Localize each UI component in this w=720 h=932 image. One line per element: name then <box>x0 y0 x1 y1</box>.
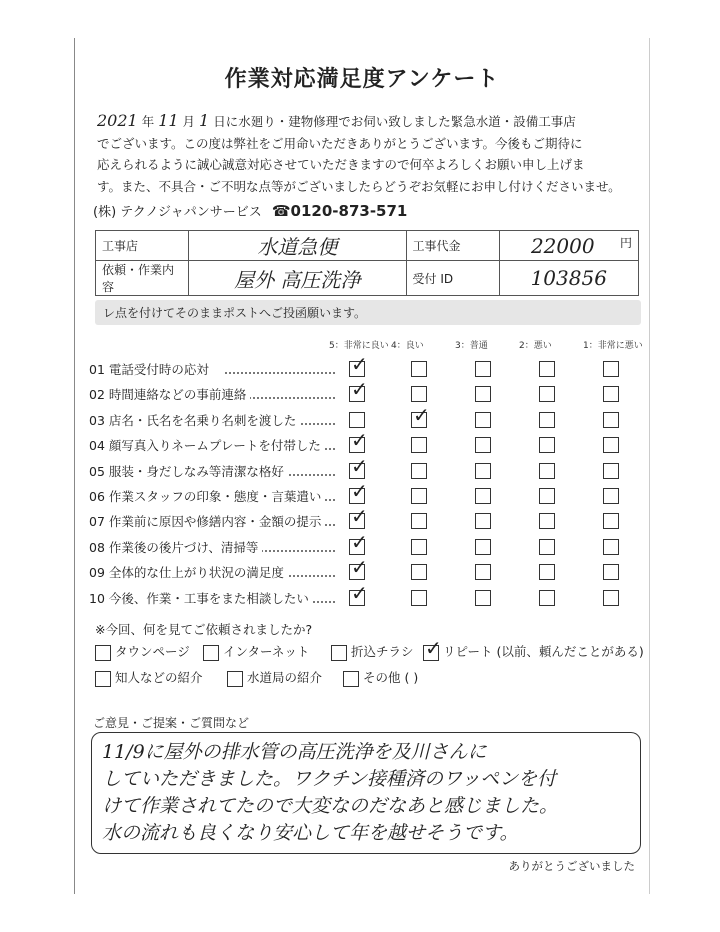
year-suffix: 年 <box>141 114 155 129</box>
rating-checkbox[interactable] <box>349 555 368 580</box>
rating-checkbox[interactable] <box>539 590 555 606</box>
how-checkbox[interactable] <box>343 671 359 687</box>
rating-checkbox[interactable] <box>539 564 555 580</box>
rating-checkbox[interactable] <box>539 488 555 504</box>
work-value: 屋外 高圧洗浄 <box>189 261 407 296</box>
comment-text <box>102 739 636 847</box>
rating-checkbox[interactable] <box>603 513 619 529</box>
how-option[interactable] <box>331 642 414 661</box>
rating-checkbox[interactable] <box>539 513 555 529</box>
rating-checkbox[interactable] <box>475 564 491 580</box>
instruction-banner: レ点を付けてそのままポストへご投函願います。 <box>95 300 641 325</box>
rating-checkbox[interactable] <box>539 412 555 428</box>
check-mark-icon: ✓ <box>351 529 368 554</box>
rating-checkbox[interactable] <box>475 463 491 479</box>
comment-title: ご意見・ご提案・ご質問など <box>93 716 250 730</box>
how-option-label: 知人などの紹介 <box>115 670 203 685</box>
handwritten-year: 2021 <box>97 111 138 130</box>
how-option-label: 水道局の紹介 <box>247 670 323 685</box>
how-option-label: タウンページ <box>115 644 190 659</box>
company-name: (株) テクノジャパンサービス <box>93 205 262 220</box>
how-checkbox[interactable] <box>227 671 243 687</box>
fee-label: 工事代金 <box>406 231 499 261</box>
rating-checkbox[interactable] <box>475 590 491 606</box>
question-label: 09 全体的な仕上がり状況の満足度 <box>89 563 288 581</box>
check-mark-icon: ✓ <box>351 428 368 453</box>
check-mark-icon: ✓ <box>413 402 430 427</box>
rating-checkbox[interactable] <box>603 463 619 479</box>
fee-value: 22000 <box>530 233 595 258</box>
question-label: 08 作業後の後片づけ、清掃等 <box>89 538 262 556</box>
rating-checkbox[interactable] <box>539 361 555 377</box>
handwritten-month: 11 <box>158 111 179 130</box>
how-checkbox[interactable] <box>423 635 442 661</box>
check-mark-icon: ✓ <box>351 580 368 605</box>
contractor-label: 工事店 <box>96 231 189 261</box>
question-label: 04 顔写真入りネームプレートを付帯した <box>89 436 325 454</box>
question-label: 02 時間連絡などの事前連絡 <box>89 385 250 403</box>
scale-label: 5：非常に良い <box>329 341 389 351</box>
how-checkbox[interactable] <box>331 645 347 661</box>
how-option[interactable] <box>95 642 190 661</box>
contractor-value: 水道急便 <box>189 231 407 261</box>
company-line <box>93 201 407 220</box>
rating-checkbox[interactable] <box>349 428 368 453</box>
rating-checkbox[interactable] <box>349 453 368 479</box>
check-mark-icon: ✓ <box>351 453 368 478</box>
leader-dots <box>225 372 335 374</box>
rating-checkbox[interactable] <box>539 463 555 479</box>
rating-checkbox[interactable] <box>603 488 619 504</box>
check-mark-icon: ✓ <box>351 377 368 402</box>
rating-checkbox[interactable] <box>349 580 368 606</box>
rating-checkbox[interactable] <box>411 463 427 479</box>
scale-label: 2：悪い <box>519 341 552 351</box>
company-tel: ☎0120-873-571 <box>271 202 408 220</box>
how-option[interactable] <box>423 635 644 661</box>
rating-checkbox[interactable] <box>603 539 619 555</box>
rating-checkbox[interactable] <box>539 539 555 555</box>
rating-checkbox[interactable] <box>411 488 427 504</box>
rating-checkbox[interactable] <box>475 386 491 402</box>
how-option[interactable] <box>227 668 322 687</box>
how-checkbox[interactable] <box>95 671 111 687</box>
info-table <box>95 230 639 296</box>
rating-checkbox[interactable] <box>475 412 491 428</box>
rating-checkbox[interactable] <box>603 590 619 606</box>
question-label: 07 作業前に原因や修繕内容・金額の提示 <box>89 512 325 530</box>
intro-line4: す。また、不具合・ご不明な点等がございましたらどうぞお気軽にお申し付けくださいませ。 <box>97 178 621 194</box>
rating-checkbox[interactable] <box>475 361 491 377</box>
rating-checkbox[interactable] <box>349 412 365 428</box>
question-label: 01 電話受付時の応対 <box>89 360 213 378</box>
check-mark-icon: ✓ <box>351 479 368 503</box>
rating-checkbox[interactable] <box>475 488 491 504</box>
rating-checkbox[interactable] <box>603 437 619 453</box>
how-option-label: リピート (以前、頼んだことがある) <box>443 644 644 659</box>
comment-line4: 水の流れも良くなり安心して年を越せそうです。 <box>102 822 519 844</box>
question-label: 06 作業スタッフの印象・態度・言葉遣い <box>89 487 325 505</box>
page-title: 作業対応満足度アンケート <box>224 67 500 92</box>
comment-line2: していただきました。ワクチン接種済のワッペンを付 <box>102 768 557 790</box>
id-label: 受付 ID <box>406 261 499 296</box>
month-suffix: 月 <box>182 114 196 129</box>
check-mark-icon: ✓ <box>351 352 368 376</box>
check-mark-icon: ✓ <box>425 635 442 660</box>
comment-line3: けて作業されてたので大変なのだなあと感じました。 <box>102 795 559 817</box>
how-title: ※今回、何を見てご依頼されましたか? <box>95 622 313 637</box>
rating-checkbox[interactable] <box>539 437 555 453</box>
intro-text <box>97 110 643 197</box>
check-mark-icon: ✓ <box>351 555 368 580</box>
intro-line2: でございます。この度は弊社をご用命いただきありがとうございます。今後もご期待に <box>97 135 583 151</box>
rating-checkbox[interactable] <box>349 352 368 377</box>
work-label: 依頼・作業内容 <box>96 261 189 296</box>
rating-checkbox[interactable] <box>603 412 619 428</box>
scale-label: 3：普通 <box>455 341 488 351</box>
rating-checkbox[interactable] <box>475 513 491 529</box>
intro-line1: 日に水廻り・建物修理でお伺い致しました緊急水道・設備工事店 <box>213 114 576 129</box>
how-checkbox[interactable] <box>95 645 111 661</box>
fee-cell <box>499 231 638 261</box>
rating-checkbox[interactable] <box>411 402 430 428</box>
check-mark-icon: ✓ <box>351 504 368 529</box>
rating-checkbox[interactable] <box>349 479 368 504</box>
rating-checkbox[interactable] <box>411 564 427 580</box>
how-option[interactable] <box>203 642 309 661</box>
rating-checkbox[interactable] <box>539 386 555 402</box>
survey-sheet <box>74 38 650 894</box>
scale-label: 1：非常に悪い <box>583 341 643 351</box>
handwritten-day: 1 <box>199 111 210 130</box>
comment-line1: 11/9に屋外の排水管の高圧洗浄を及川さんに <box>102 741 487 763</box>
rating-checkbox[interactable] <box>411 539 427 555</box>
rating-checkbox[interactable] <box>603 361 619 377</box>
rating-checkbox[interactable] <box>411 386 427 402</box>
yen-label: 円 <box>619 235 632 250</box>
rating-checkbox[interactable] <box>349 529 368 555</box>
how-option-label: 折込チラシ <box>351 644 414 659</box>
intro-line3: 応えられるように誠心誠意対応させていただきますので何卒よろしくお願い申し上げま <box>97 157 585 172</box>
how-option-label: その他 ( ) <box>363 670 419 685</box>
question-label: 05 服装・身だしなみ等清潔な格好 <box>89 462 288 480</box>
how-option-label: インターネット <box>223 644 310 659</box>
comment-box <box>91 732 641 854</box>
rating-checkbox[interactable] <box>411 437 427 453</box>
thanks-text: ありがとうございました <box>508 859 635 873</box>
rating-checkbox[interactable] <box>411 590 427 606</box>
question-label: 03 店名・氏名を名乗り名刺を渡した <box>89 411 300 429</box>
rating-checkbox[interactable] <box>411 361 427 377</box>
scale-label: 4：良い <box>391 341 424 351</box>
how-checkbox[interactable] <box>203 645 219 661</box>
rating-checkbox[interactable] <box>411 513 427 529</box>
how-option[interactable] <box>95 668 203 687</box>
id-value: 103856 <box>499 261 638 296</box>
rating-checkbox[interactable] <box>603 386 619 402</box>
question-label: 10 今後、作業・工事をまた相談したい <box>89 589 313 607</box>
rating-checkbox[interactable] <box>349 377 368 402</box>
rating-checkbox[interactable] <box>475 437 491 453</box>
rating-checkbox[interactable] <box>349 504 368 529</box>
how-option[interactable] <box>343 668 418 687</box>
rating-checkbox[interactable] <box>475 539 491 555</box>
rating-checkbox[interactable] <box>603 564 619 580</box>
